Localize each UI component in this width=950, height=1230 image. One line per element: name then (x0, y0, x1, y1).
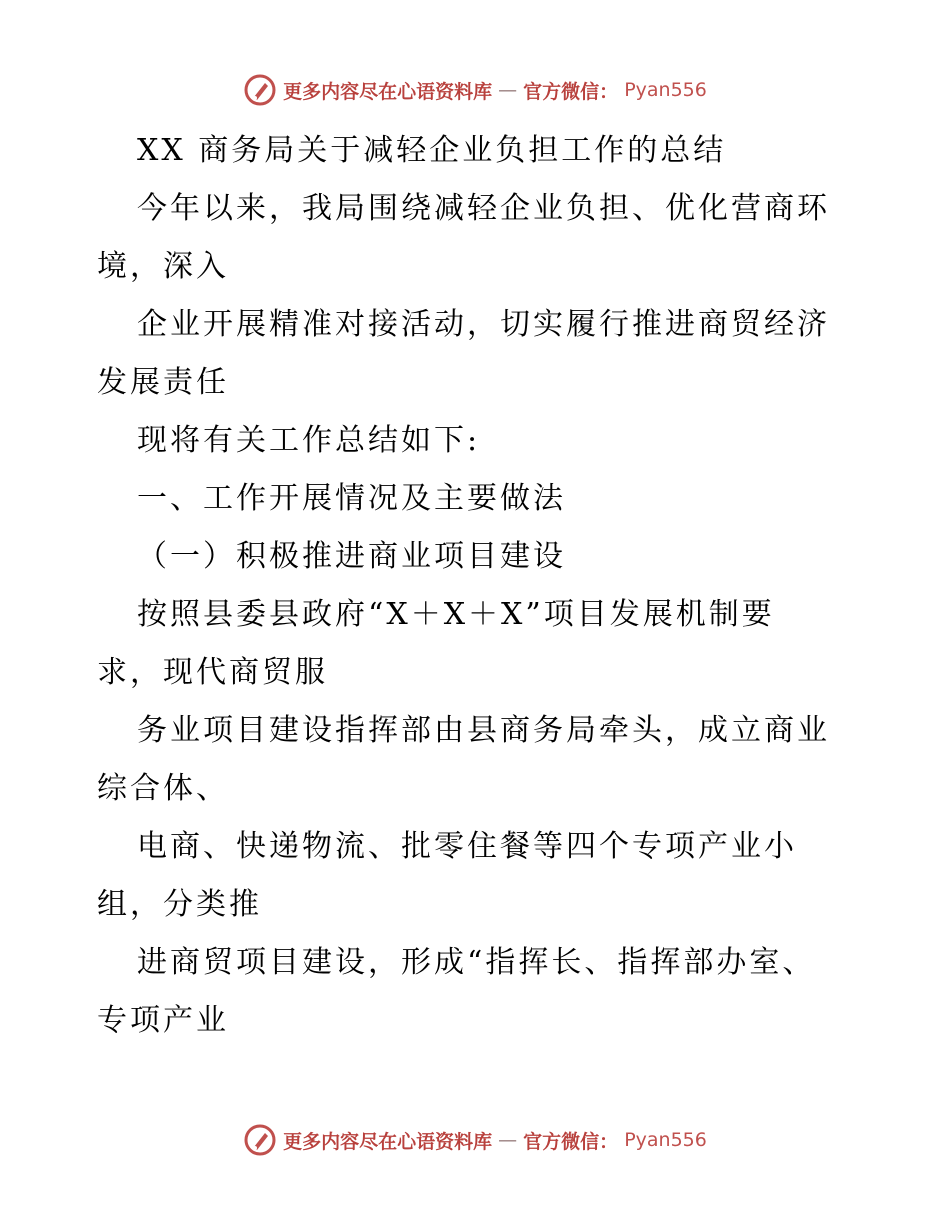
pen-logo-icon (243, 1123, 277, 1157)
watermark-label: 官方微信： (523, 1130, 619, 1153)
document-body (97, 122, 857, 1050)
paragraph-line: 境，深入 (97, 249, 229, 284)
watermark-label: 官方微信： (523, 80, 619, 103)
paragraph-line: 今年以来，我局围绕减轻企业负担、优化营商环 (137, 191, 830, 226)
watermark-handle: Pyan556 (624, 1129, 707, 1151)
paragraph-line: 组，分类推 (97, 887, 262, 922)
paragraph-line: 企业开展精准对接活动，切实履行推进商贸经济 (137, 307, 830, 342)
document-title: XX 商务局关于减轻企业负担工作的总结 (137, 133, 727, 168)
paragraph-line: 专项产业 (97, 1003, 229, 1038)
pen-logo-icon (243, 73, 277, 107)
paragraph-line: 务业项目建设指挥部由县商务局牵头，成立商业 (137, 713, 830, 748)
paragraph-line: 求，现代商贸服 (97, 655, 328, 690)
watermark-handle: Pyan556 (624, 79, 707, 101)
paragraph-line: 按照县委县政府“X＋X＋X”项目发展机制要 (137, 597, 775, 632)
paragraph-line: 综合体、 (97, 771, 229, 806)
paragraph-line: 发展责任 (97, 365, 229, 400)
watermark-separator: — (498, 79, 518, 101)
paragraph-line: 进商贸项目建设，形成“指挥长、指挥部办室、 (137, 945, 816, 980)
subsection-heading: （一）积极推进商业项目建设 (137, 539, 566, 574)
watermark-brand: 更多内容尽在心语资料库 (283, 1130, 493, 1153)
paragraph-line: 现将有关工作总结如下: (137, 423, 481, 458)
watermark-brand: 更多内容尽在心语资料库 (283, 80, 493, 103)
watermark-header (0, 70, 950, 110)
section-heading: 一、工作开展情况及主要做法 (137, 481, 566, 516)
watermark-footer (0, 1120, 950, 1160)
watermark-separator: — (498, 1129, 518, 1151)
paragraph-line: 电商、快递物流、批零住餐等四个专项产业小 (137, 829, 797, 864)
